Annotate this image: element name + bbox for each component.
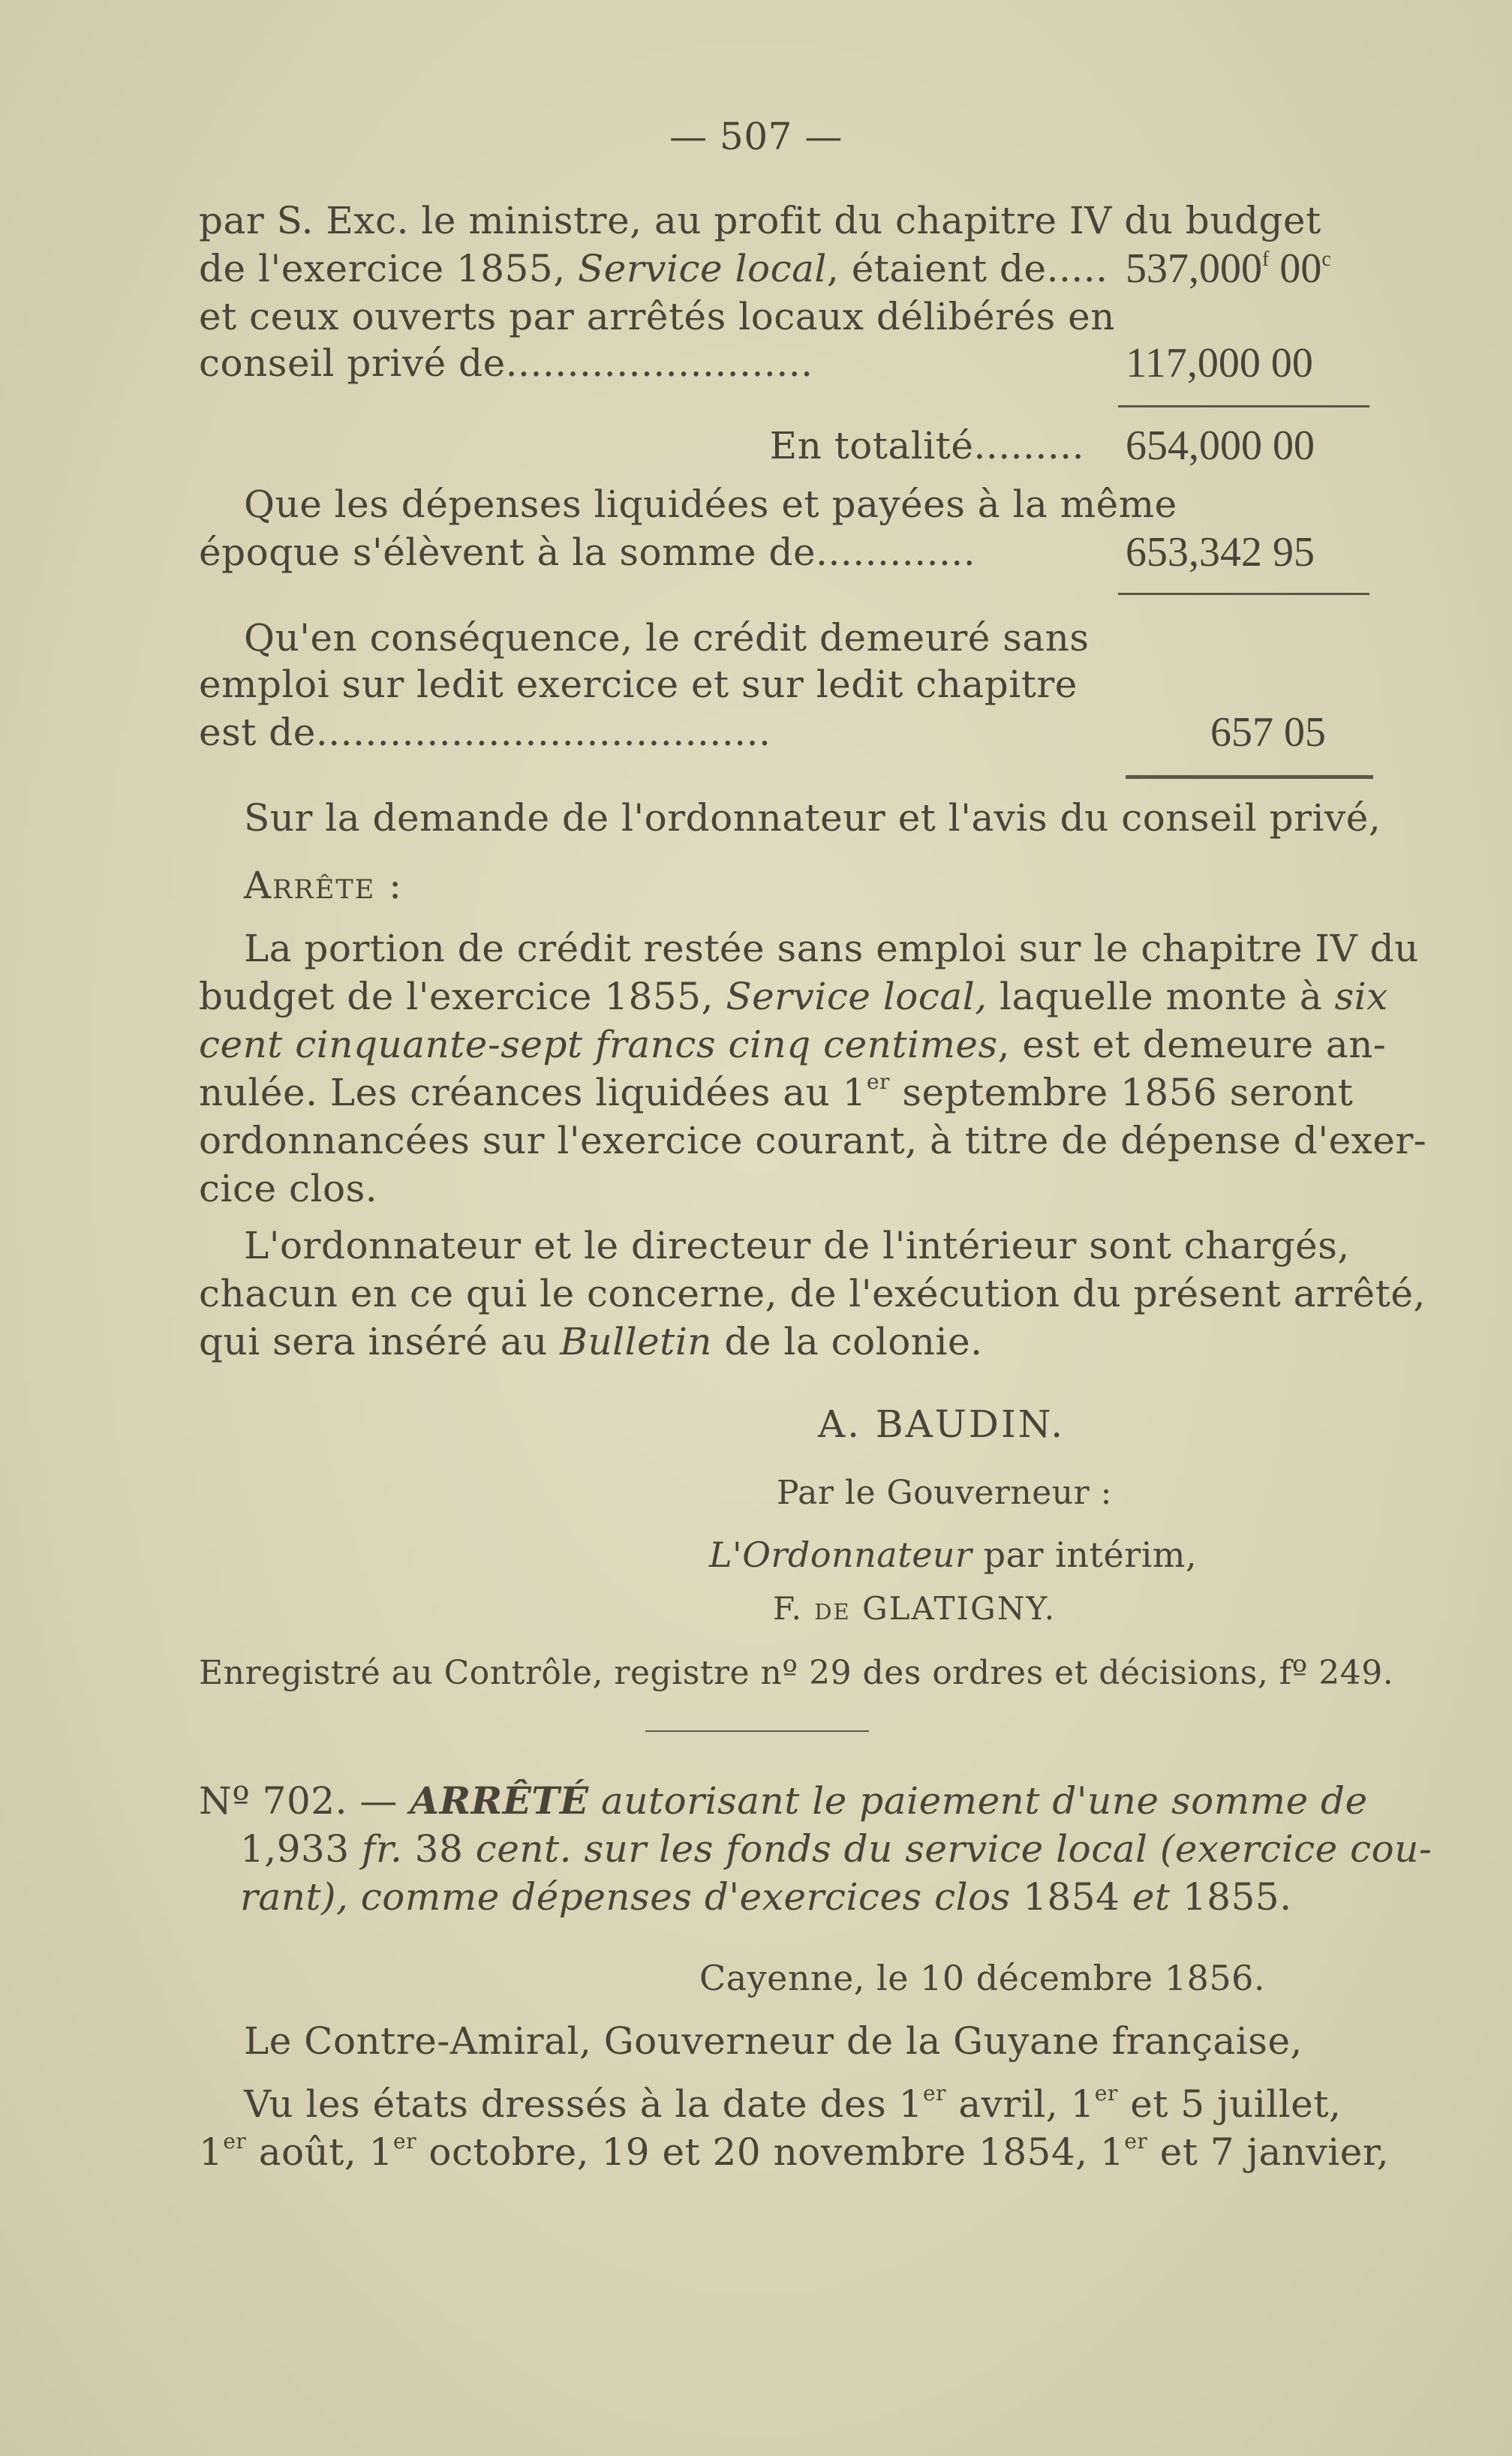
amount-537000-cents: 00 — [1279, 245, 1322, 292]
para1-line-2 — [199, 972, 1388, 1021]
dateline: Cayenne, le 10 décembre 1856. — [699, 1958, 1266, 1998]
arrete-title-caps: ARRÊTÉ — [410, 1778, 589, 1823]
para1-line-5: ordonnancées sur l'exercice courant, à titre de dépense d'exer- — [199, 1119, 1427, 1162]
sum-rule-3 — [1126, 775, 1373, 779]
amount-657: 657 05 — [1210, 709, 1326, 756]
para1-line-4 — [199, 1069, 1353, 1117]
service-local-italic: Service local — [578, 247, 827, 290]
accounts-line-9: est de..................................... — [199, 711, 771, 754]
arrete-702-line-2 — [240, 1825, 1432, 1873]
arrete-702-line-1 — [199, 1777, 1368, 1825]
arrete-fr: fr. — [362, 1827, 403, 1871]
arrete-title-line-2: cent. sur les fonds du service local (exercice cou- — [475, 1827, 1432, 1871]
final-line-1-sup-2: er — [1094, 2081, 1118, 2106]
sum-rule-2 — [1118, 593, 1369, 595]
signature-role — [709, 1531, 1197, 1579]
request-line: Sur la demande de l'ordonnateur et l'avis du conseil privé, — [244, 796, 1381, 840]
accounts-line-7: Qu'en conséquence, le crédit demeuré sans — [244, 616, 1090, 660]
amount-537000-value: 537,000 — [1126, 245, 1262, 292]
section-divider — [645, 1730, 869, 1732]
amount-537000-sup-f: f — [1262, 248, 1270, 271]
para1-line-2-mid: laquelle monte à — [999, 975, 1323, 1018]
arrete-number: Nº 702. — — [199, 1779, 398, 1823]
service-local-italic-2: Service local, — [726, 975, 987, 1018]
para2-line-3 — [199, 1318, 982, 1366]
accounts-line-3: et ceux ouverts par arrêtés locaux délibérés en — [199, 295, 1115, 338]
arrete-title-line-3: rant), comme dépenses d'exercices clos — [240, 1875, 1011, 1919]
arrete-title-line-1: autorisant le paiement d'une somme de — [601, 1779, 1368, 1823]
final-line-1-mid: avril, 1 — [958, 2082, 1095, 2126]
final-line-2-mid-1: août, 1 — [258, 2130, 393, 2174]
arrete-year-2: 1855. — [1183, 1875, 1292, 1919]
arrete-label: Arrête : — [244, 864, 403, 907]
bulletin-italic: Bulletin — [560, 1320, 713, 1363]
final-line-2-suffix: et 7 janvier, — [1159, 2130, 1390, 2174]
accounts-line-2-suffix: , étaient de..... — [826, 247, 1108, 290]
amount-654000: 654,000 00 — [1126, 422, 1315, 469]
signature-officer: F. de GLATIGNY. — [773, 1590, 1057, 1627]
para1-line-3 — [199, 1021, 1386, 1069]
registry-line: Enregistré au Contrôle, registre nº 29 des ordres et décisions, fº 249. — [199, 1654, 1394, 1692]
arrete-amount: 1,933 — [240, 1827, 350, 1871]
final-line-2-sup-3: er — [1124, 2129, 1148, 2154]
arrete-702-line-3 — [240, 1873, 1292, 1921]
para1-line-6: cice clos. — [199, 1167, 378, 1210]
accounts-line-2 — [199, 245, 1108, 293]
signature-by: Par le Gouverneur : — [777, 1474, 1112, 1512]
final-line-2-sup-1: er — [223, 2129, 247, 2154]
accounts-line-6: époque s'élèvent à la somme de............. — [199, 531, 976, 574]
ordonnateur-italic: L'Ordonnateur — [709, 1535, 972, 1575]
signature-role-suffix: par intérim, — [983, 1535, 1198, 1575]
accounts-line-1: par S. Exc. le ministre, au profit du chapitre IV du budget — [199, 199, 1321, 242]
page-number: — 507 — — [669, 115, 843, 158]
amount-653342: 653,342 95 — [1126, 529, 1315, 576]
final-line-1-suffix: et 5 juillet, — [1130, 2082, 1342, 2126]
final-line-2 — [199, 2128, 1389, 2176]
accounts-line-5: Que les dépenses liquidées et payées à la même — [244, 482, 1177, 526]
para1-line-2-prefix: budget de l'exercice 1855, — [199, 975, 714, 1018]
governor-line: Le Contre-Amiral, Gouverneur de la Guyane française, — [244, 2019, 1303, 2063]
final-line-2-p1: 1 — [199, 2130, 224, 2174]
arrete-year-1: 1854 — [1023, 1875, 1120, 1919]
signature-name: A. BAUDIN. — [818, 1402, 1066, 1446]
para2-line-3-suffix: de la colonie. — [724, 1320, 983, 1363]
sum-rule-1 — [1118, 405, 1369, 407]
amount-537000-sup-c: c — [1321, 248, 1331, 271]
para2-line-2: chacun en ce qui le concerne, de l'exécution du présent arrêté, — [199, 1272, 1426, 1315]
final-line-2-mid-2: octobre, 19 et 20 novembre 1854, 1 — [428, 2130, 1125, 2174]
para1-line-4-prefix: nulée. Les créances liquidées au 1 — [199, 1071, 867, 1114]
accounts-line-2-prefix: de l'exercice 1855, — [199, 247, 566, 290]
para1-line-3-suffix: , est et demeure an- — [997, 1023, 1387, 1066]
final-line-1-prefix: Vu les états dressés à la date des 1 — [244, 2082, 923, 2126]
amount-in-words-italic: cent cinquante-sept francs cinq centimes — [199, 1023, 998, 1066]
final-line-2-sup-2: er — [393, 2129, 416, 2154]
accounts-line-8: emploi sur ledit exercice et sur ledit chapitre — [199, 663, 1078, 706]
accounts-line-4: conseil privé de......................... — [199, 341, 813, 385]
para1-line-4-suffix: septembre 1856 seront — [902, 1071, 1354, 1114]
final-line-1 — [244, 2080, 1341, 2128]
amount-537000 — [1126, 245, 1331, 293]
amount-117000: 117,000 00 — [1126, 340, 1313, 386]
para1-line-4-sup: er — [867, 1069, 890, 1094]
arrete-et: et — [1132, 1875, 1171, 1919]
arrete-cents: 38 — [414, 1827, 464, 1871]
para1-line-1: La portion de crédit restée sans emploi sur le chapitre IV du — [244, 927, 1419, 970]
para2-line-3-prefix: qui sera inséré au — [199, 1320, 548, 1363]
final-line-1-sup-1: er — [923, 2081, 946, 2106]
para2-line-1: L'ordonnateur et le directeur de l'intérieur sont chargés, — [244, 1224, 1350, 1267]
total-label: En totalité......... — [769, 424, 1084, 467]
six-italic: six — [1334, 975, 1388, 1018]
